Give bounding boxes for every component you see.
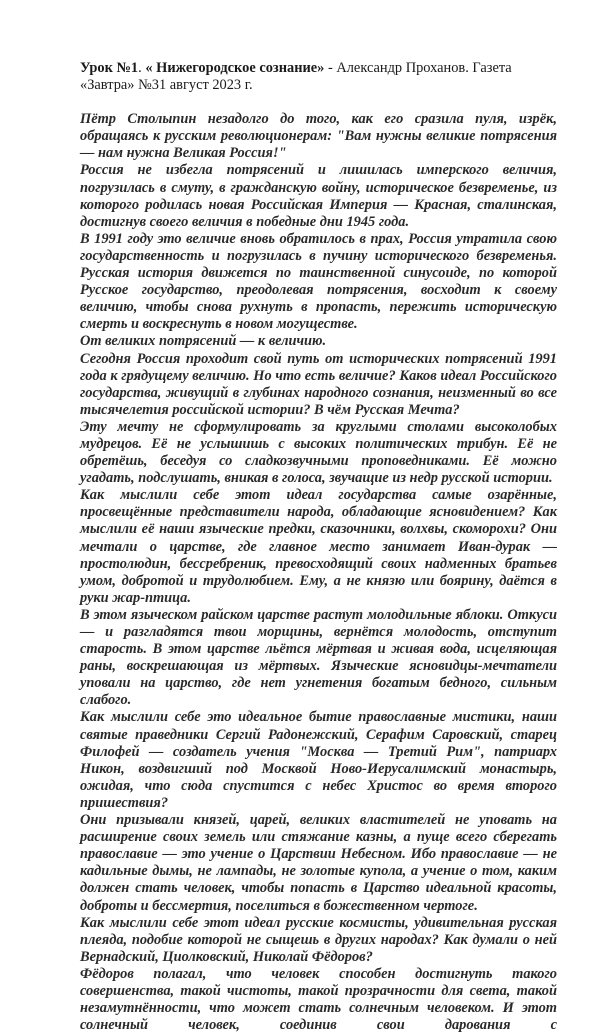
paragraph: Они призывали князей, царей, великих властителей не уповать на расширение своих земель или стяжание казны, а пуще всего сберегать православие — это учение о Царствии Небесном. Ибо православие — не кадильные дымы, не лампады, не золотые купола, а учение о том, каким должен стать человек, чтобы попасть в Царство идеальной красоты, доброты и бессмертия, поселиться в божественном чертоге.	[80, 812, 557, 914]
paragraph: Фёдоров полагал, что человек способен достигнуть такого совершенства, такой чистоты, такой прозрачности для света, такой незамутнённости, что может стать солнечным человеком. И этот солнечный человек, соединив свои дарования с	[80, 965, 557, 1034]
paragraph: В этом языческом райском царстве растут молодильные яблоки. Откуси — и разгладятся твои морщины, вернётся молодость, отступит старость. В этом царстве льётся мёртвая и живая вода, исцеляющая раны, воскрешающая из мёртвых. Языческие ясновидцы-мечтатели уповали на царство, где нет угнетения богатым бедного, сильным слабого.	[80, 606, 557, 709]
document-header	[80, 60, 557, 94]
paragraph: В 1991 году это величие вновь обратилось в прах, Россия утратила свою государственность и погрузилась в пучину исторического безвременья. Русская история движется по таинственной синусоиде, по которой Русское государство, преодолевая потрясения, восходит к своему величию, чтобы снова рухнуть в пропасть, пережить историческую смерть и воскреснуть в новом могуществе.	[80, 230, 557, 333]
paragraph: Как мыслили себе этот идеал государства самые озарённые, просвещённые представители народа, обладающие ясновидением? Как мыслили её наши языческие предки, сказочники, волхвы, скоморохи? Они мечтали о царстве, где главное место занимает Иван-дурак — простолюдин, бессребреник, превосходящий своих надменных братьев умом, добротой и трудолюбием. Ему, а не князю или боярину, даётся в руки жар-птица.	[80, 487, 557, 606]
header-separator: .	[138, 60, 146, 76]
paragraph: Пётр Столыпин незадолго до того, как его сразила пуля, изрёк, обращаясь к русским революционерам: "Вам нужны великие потрясения — нам нужна Великая Россия!"	[80, 111, 557, 162]
spacer	[80, 94, 557, 111]
paragraph: От великих потрясений — к величию.	[80, 333, 327, 350]
article-body	[80, 111, 557, 1034]
lesson-number: Урок №1	[80, 60, 139, 76]
article-source: - Александр Проханов. Газета «Завтра» №31 август 2023 г.	[80, 60, 512, 94]
document-page	[80, 60, 557, 1034]
paragraph: Сегодня Россия проходит свой путь от исторических потрясений 1991 года к грядущему величию. Но что есть величие? Каков идеал Российского государства, живущий в глубинах народного сознания, неизменный во все тысячелетия российской истории? В чём Русская Мечта?	[80, 350, 557, 418]
paragraph: Эту мечту не сформулировать за круглыми столами высоколобых мудрецов. Её не услышишь с высоких политических трибун. Её не обретёшь, беседуя со сладкозвучными проповедниками. Её можно угадать, подслушать, вникая в голоса, звучащие из недр русской истории.	[80, 418, 557, 487]
paragraph: Как мыслили себе это идеальное бытие православные мистики, наши святые праведники Сергий Радонежский, Серафим Саровский, старец Филофей — создатель учения "Москва — Третий Рим", патриарх Никон, воздвигший под Москвой Ново-Иерусалимский монастырь, ожидая, что сюда спустится с небес Христос во время второго пришествия?	[80, 709, 557, 811]
paragraph: Как мыслили себе этот идеал русские космисты, удивительная русская плеяда, подобие которой не сыщешь в других народах? Как думали о ней Вернадский, Циолковский, Николай Фёдоров?	[80, 914, 557, 965]
article-title: « Нижегородское сознание»	[145, 60, 325, 76]
paragraph: Россия не избегла потрясений и лишилась имперского величия, погрузилась в смуту, в гражданскую войну, историческое безвременье, из которого родилась новая Российская Империя — Красная, сталинская, достигнув своего величия в победные дни 1945 года.	[80, 162, 557, 230]
